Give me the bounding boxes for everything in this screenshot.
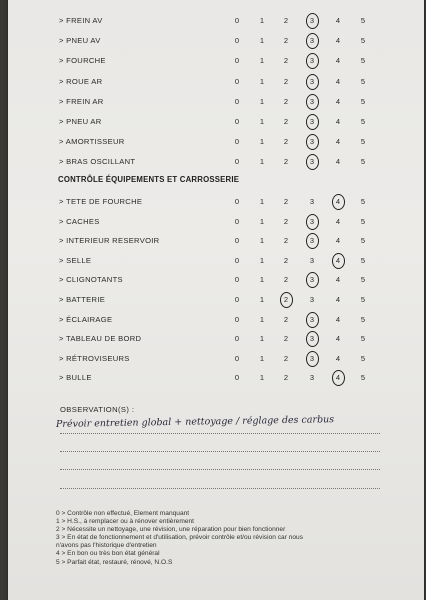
item-label: > SELLE — [59, 255, 92, 265]
rating-option-4[interactable]: 4 — [335, 216, 341, 226]
rating-option-4[interactable]: 4 — [335, 334, 341, 344]
checklist-row — [8, 217, 424, 229]
rating-option-0[interactable]: 0 — [234, 275, 240, 285]
rating-option-1[interactable]: 1 — [259, 96, 265, 106]
rating-option-0[interactable]: 0 — [234, 216, 240, 226]
observation-line — [60, 433, 380, 434]
rating-option-2[interactable]: 2 — [283, 16, 289, 25]
item-label: > BATTERIE — [59, 295, 106, 304]
rating-option-4[interactable]: 4 — [335, 137, 341, 147]
item-label: > RÉTROVISEURS — [59, 353, 130, 363]
item-label: > FREIN AR — [59, 96, 104, 106]
rating-option-5[interactable]: 5 — [360, 334, 366, 344]
item-label: > ÉCLAIRAGE — [59, 314, 113, 324]
rating-option-4[interactable]: 4 — [335, 295, 341, 304]
rating-option-5[interactable]: 5 — [360, 353, 366, 363]
item-label: > TABLEAU DE BORD — [59, 334, 142, 344]
item-label: > CLIGNOTANTS — [59, 275, 123, 285]
rating-option-0[interactable]: 0 — [234, 353, 240, 363]
rating-option-3[interactable]: 3 — [306, 157, 318, 166]
rating-option-5[interactable]: 5 — [360, 197, 366, 206]
rating-option-1[interactable]: 1 — [259, 255, 265, 265]
item-label: > TETE DE FOURCHE — [59, 197, 143, 206]
rating-option-5[interactable]: 5 — [360, 36, 366, 46]
item-label: > BRAS OSCILLANT — [59, 157, 136, 167]
rating-option-2[interactable]: 2 — [283, 236, 289, 246]
rating-option-2[interactable]: 2 — [283, 353, 289, 363]
rating-option-1[interactable]: 1 — [259, 216, 265, 226]
rating-option-4[interactable]: 4 — [335, 157, 341, 167]
rating-option-0[interactable]: 0 — [234, 36, 240, 46]
rating-option-3[interactable]: 3 — [306, 334, 318, 343]
rating-option-1[interactable]: 1 — [259, 373, 265, 383]
rating-option-3[interactable]: 3 — [306, 36, 318, 45]
rating-option-5[interactable]: 5 — [360, 255, 366, 265]
rating-option-0[interactable]: 0 — [234, 117, 240, 126]
rating-option-3[interactable]: 3 — [306, 97, 318, 106]
rating-option-0[interactable]: 0 — [234, 16, 240, 25]
rating-option-3[interactable]: 3 — [306, 77, 318, 86]
rating-option-5[interactable]: 5 — [360, 96, 366, 106]
rating-option-0[interactable]: 0 — [234, 295, 240, 304]
rating-option-5[interactable]: 5 — [360, 236, 366, 246]
rating-option-0[interactable]: 0 — [234, 314, 240, 324]
rating-option-4[interactable]: 4 — [335, 314, 341, 324]
checklist-row — [8, 77, 424, 89]
rating-option-3[interactable]: 3 — [306, 236, 318, 245]
rating-option-1[interactable]: 1 — [259, 353, 265, 363]
rating-option-2[interactable]: 2 — [283, 117, 289, 126]
item-label: > AMORTISSEUR — [59, 137, 125, 147]
rating-option-3[interactable]: 3 — [306, 217, 318, 226]
checklist-row — [8, 275, 424, 287]
rating-option-3[interactable]: 3 — [306, 354, 318, 363]
rating-option-5[interactable]: 5 — [360, 295, 366, 304]
rating-option-2[interactable]: 2 — [283, 56, 289, 66]
checklist-row — [8, 295, 424, 307]
legend-line: 3 > En état de fonctionnement et d'utilisation, prévoir contrôle et/ou révision car nous — [56, 534, 304, 542]
checklist-row — [8, 137, 424, 149]
rating-option-4[interactable]: 4 — [332, 373, 344, 382]
rating-option-3[interactable]: 3 — [306, 275, 318, 284]
rating-option-3[interactable]: 3 — [309, 255, 315, 265]
rating-option-2[interactable]: 2 — [283, 334, 289, 344]
rating-option-4[interactable]: 4 — [335, 16, 341, 25]
checklist-row — [8, 157, 424, 169]
checklist-row — [8, 197, 424, 209]
rating-option-1[interactable]: 1 — [259, 314, 265, 324]
rating-option-1[interactable]: 1 — [259, 275, 265, 285]
rating-option-0[interactable]: 0 — [234, 137, 240, 147]
rating-option-3[interactable]: 3 — [306, 117, 318, 126]
observation-line — [60, 469, 380, 470]
rating-option-4[interactable]: 4 — [335, 96, 341, 106]
rating-option-2[interactable]: 2 — [283, 373, 289, 383]
rating-option-4[interactable]: 4 — [332, 197, 344, 206]
rating-legend — [56, 510, 396, 567]
legend-line: 2 > Nécessite un nettoyage, une révision, une réparation pour bien fonctionner — [56, 526, 286, 534]
rating-option-4[interactable]: 4 — [335, 56, 341, 66]
rating-option-5[interactable]: 5 — [360, 314, 366, 324]
legend-line: 1 > H.S., à remplacer ou à rénover entièrement — [56, 518, 194, 526]
rating-option-3[interactable]: 3 — [306, 16, 318, 25]
rating-option-4[interactable]: 4 — [335, 236, 341, 246]
item-label: > BULLE — [59, 373, 92, 383]
item-label: > INTERIEUR RESERVOIR — [59, 236, 160, 246]
rating-option-0[interactable]: 0 — [234, 255, 240, 265]
checklist-row — [8, 36, 424, 48]
rating-option-1[interactable]: 1 — [259, 36, 265, 46]
rating-option-5[interactable]: 5 — [360, 16, 366, 25]
checklist-row — [8, 373, 424, 385]
rating-option-4[interactable]: 4 — [335, 36, 341, 46]
rating-option-0[interactable]: 0 — [234, 96, 240, 106]
rating-option-5[interactable]: 5 — [360, 56, 366, 66]
rating-option-1[interactable]: 1 — [259, 16, 265, 25]
rating-option-2[interactable]: 2 — [283, 275, 289, 285]
rating-option-1[interactable]: 1 — [259, 334, 265, 344]
rating-option-1[interactable]: 1 — [259, 197, 265, 206]
section-title: CONTRÔLE ÉQUIPEMENTS ET CARROSSERIE — [58, 175, 240, 184]
item-label: > FREIN AV — [59, 16, 103, 25]
rating-option-5[interactable]: 5 — [360, 157, 366, 167]
checklist-row — [8, 256, 424, 268]
rating-option-1[interactable]: 1 — [259, 76, 265, 86]
rating-option-2[interactable]: 2 — [283, 76, 289, 86]
rating-option-0[interactable]: 0 — [234, 334, 240, 344]
rating-option-2[interactable]: 2 — [283, 96, 289, 106]
rating-option-5[interactable]: 5 — [360, 275, 366, 285]
rating-option-2[interactable]: 2 — [283, 157, 289, 167]
rating-option-1[interactable]: 1 — [259, 137, 265, 147]
observations-handwritten-note: Prévoir entretien global + nettoyage / réglage des carbus — [55, 414, 335, 430]
rating-option-0[interactable]: 0 — [234, 236, 240, 246]
rating-option-5[interactable]: 5 — [360, 117, 366, 126]
observation-line — [60, 488, 380, 489]
rating-option-0[interactable]: 0 — [234, 56, 240, 66]
rating-option-2[interactable]: 2 — [283, 36, 289, 46]
rating-option-4[interactable]: 4 — [335, 117, 341, 126]
rating-option-3[interactable]: 3 — [309, 197, 315, 206]
observation-line — [60, 451, 380, 452]
item-label: > FOURCHE — [59, 56, 106, 66]
rating-option-3[interactable]: 3 — [306, 137, 318, 146]
item-label: > PNEU AR — [59, 117, 102, 126]
rating-option-3[interactable]: 3 — [306, 315, 318, 324]
checklist-row — [8, 236, 424, 248]
rating-option-1[interactable]: 1 — [259, 236, 265, 246]
checklist-row — [8, 97, 424, 109]
checklist-row — [8, 354, 424, 366]
checklist-row — [8, 334, 424, 346]
rating-option-3[interactable]: 3 — [309, 295, 315, 304]
rating-option-0[interactable]: 0 — [234, 157, 240, 167]
rating-option-5[interactable]: 5 — [360, 137, 366, 147]
checklist-row — [8, 315, 424, 327]
rating-option-2[interactable]: 2 — [280, 295, 292, 304]
item-label: > ROUE AR — [59, 76, 103, 86]
rating-option-1[interactable]: 1 — [259, 295, 265, 304]
legend-line: 0 > Contrôle non effectué, Element manquant — [56, 510, 190, 517]
checklist-row — [8, 16, 424, 28]
checklist-row — [8, 117, 424, 129]
checklist-row — [8, 56, 424, 68]
inspection-sheet — [8, 0, 424, 600]
rating-option-2[interactable]: 2 — [283, 137, 289, 147]
rating-option-3[interactable]: 3 — [306, 56, 318, 65]
rating-option-5[interactable]: 5 — [360, 76, 366, 86]
rating-option-1[interactable]: 1 — [259, 117, 265, 126]
rating-option-0[interactable]: 0 — [234, 197, 240, 206]
legend-line: n'avons pas l'historique d'entretien — [56, 542, 157, 550]
rating-option-4[interactable]: 4 — [332, 256, 344, 265]
rating-option-2[interactable]: 2 — [283, 314, 289, 324]
legend-line: 5 > Parfait état, restauré, rénové, N.O.S — [56, 558, 173, 566]
rating-option-0[interactable]: 0 — [234, 76, 240, 86]
rating-option-1[interactable]: 1 — [259, 157, 265, 167]
rating-option-2[interactable]: 2 — [283, 216, 289, 226]
rating-option-5[interactable]: 5 — [360, 216, 366, 226]
rating-option-0[interactable]: 0 — [234, 373, 240, 383]
rating-option-5[interactable]: 5 — [360, 373, 366, 383]
rating-option-3[interactable]: 3 — [309, 373, 315, 383]
rating-option-4[interactable]: 4 — [335, 76, 341, 86]
legend-line: 4 > En bon ou très bon état général — [56, 550, 160, 558]
rating-option-2[interactable]: 2 — [283, 255, 289, 265]
rating-option-4[interactable]: 4 — [335, 353, 341, 363]
item-label: > PNEU AV — [59, 36, 101, 46]
rating-option-4[interactable]: 4 — [335, 275, 341, 285]
observations-title: OBSERVATION(S) : — [60, 405, 135, 414]
item-label: > CACHES — [59, 216, 100, 226]
rating-option-1[interactable]: 1 — [259, 56, 265, 66]
rating-option-2[interactable]: 2 — [283, 197, 289, 206]
